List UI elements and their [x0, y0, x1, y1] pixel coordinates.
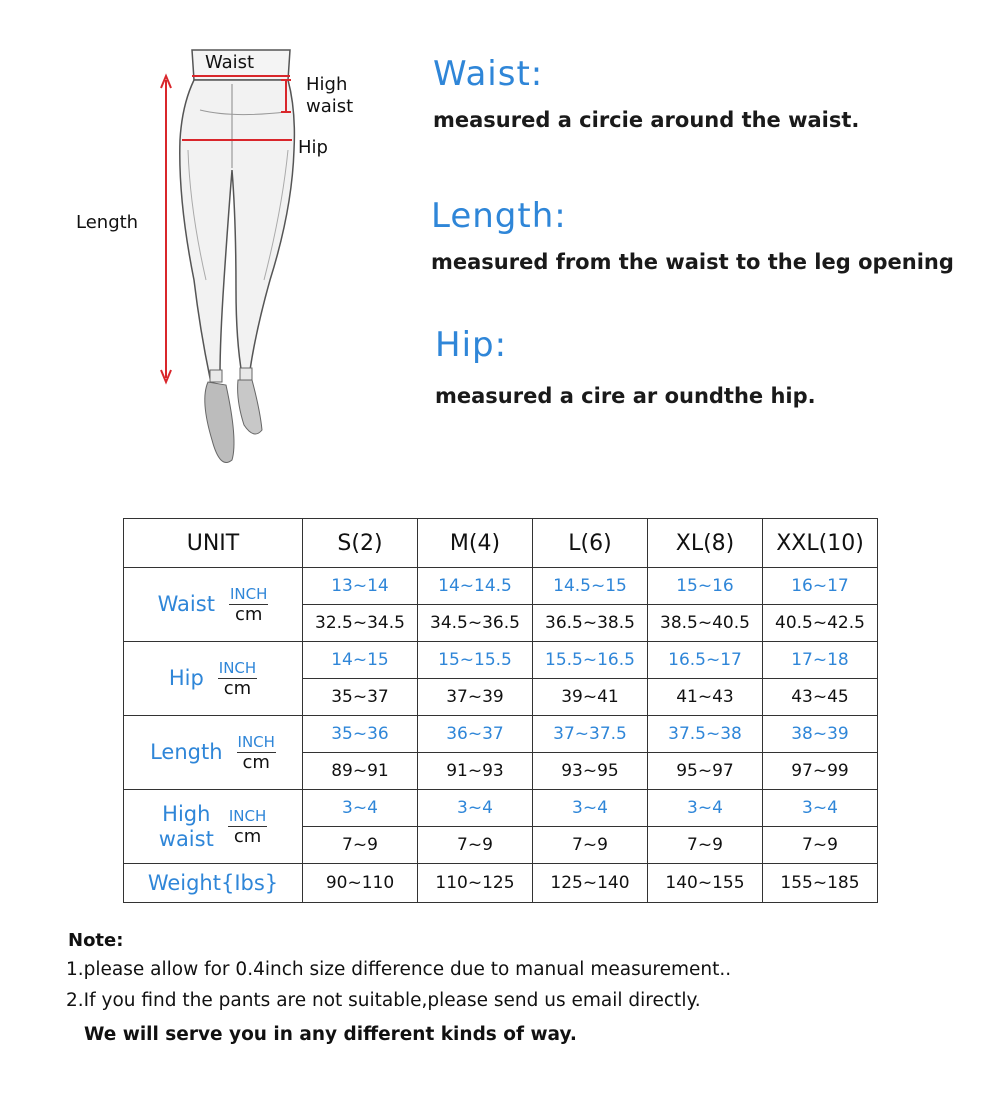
- hip-label: Hip: [298, 137, 328, 158]
- table-cell: 34.5~36.5: [418, 605, 533, 642]
- high-waist-label-line2: waist: [306, 96, 354, 117]
- row-name-high-waist-line2: waist: [158, 826, 214, 851]
- table-cell: 155~185: [763, 864, 878, 903]
- table-cell: 14.5~15: [533, 568, 648, 605]
- table-cell: 38.5~40.5: [648, 605, 763, 642]
- table-cell: 3~4: [533, 790, 648, 827]
- length-label: Length: [76, 212, 139, 233]
- unit-fraction: [237, 733, 276, 772]
- unit-cm-label: cm: [242, 752, 270, 773]
- table-cell: 36~37: [418, 716, 533, 753]
- table-cell: 13~14: [303, 568, 418, 605]
- unit-fraction: [218, 659, 257, 698]
- table-cell: 38~39: [763, 716, 878, 753]
- table-cell: 43~45: [763, 679, 878, 716]
- table-row-waist-inch: [124, 568, 878, 605]
- table-header-row: [124, 519, 878, 568]
- note-item-1: 1.please allow for 0.4inch size difference due to manual measurement..: [66, 959, 732, 980]
- table-row-hip-inch: [124, 642, 878, 679]
- table-cell: 17~18: [763, 642, 878, 679]
- table-cell: 37.5~38: [648, 716, 763, 753]
- table-cell: 97~99: [763, 753, 878, 790]
- table-cell: 39~41: [533, 679, 648, 716]
- size-chart-table: [123, 518, 878, 903]
- table-cell: 3~4: [648, 790, 763, 827]
- table-cell: 37~39: [418, 679, 533, 716]
- high-waist-label-line1: High: [306, 74, 348, 95]
- length-definition-title: Length:: [431, 196, 567, 236]
- table-cell: 95~97: [648, 753, 763, 790]
- table-cell: 7~9: [763, 827, 878, 864]
- table-cell: 37~37.5: [533, 716, 648, 753]
- table-cell: 41~43: [648, 679, 763, 716]
- size-header-l: L(6): [533, 519, 648, 568]
- row-name-weight: Weight{Ibs}: [124, 864, 303, 903]
- table-cell: 93~95: [533, 753, 648, 790]
- waist-definition-text: measured a circie around the waist.: [433, 108, 860, 132]
- note-item-2: 2.If you find the pants are not suitable,please send us email directly.: [66, 990, 701, 1011]
- hip-definition-title: Hip:: [435, 325, 508, 365]
- row-name-hip: Hip: [168, 666, 204, 690]
- table-cell: 16~17: [763, 568, 878, 605]
- row-name-high-waist-line1: High: [162, 801, 211, 826]
- size-header-xl: XL(8): [648, 519, 763, 568]
- table-cell: 3~4: [763, 790, 878, 827]
- table-cell: 14~14.5: [418, 568, 533, 605]
- table-cell: 90~110: [303, 864, 418, 903]
- table-cell: 35~37: [303, 679, 418, 716]
- table-cell: 14~15: [303, 642, 418, 679]
- table-cell: 15~15.5: [418, 642, 533, 679]
- hip-definition-text: measured a cire ar oundthe hip.: [435, 384, 816, 408]
- table-cell: 91~93: [418, 753, 533, 790]
- unit-fraction: [228, 807, 267, 846]
- table-cell: 40.5~42.5: [763, 605, 878, 642]
- unit-inch-label: INCH: [228, 807, 267, 825]
- leggings-figure: [60, 40, 380, 490]
- table-cell: 3~4: [303, 790, 418, 827]
- row-head-length: [124, 716, 303, 790]
- table-cell: 89~91: [303, 753, 418, 790]
- table-cell: 7~9: [533, 827, 648, 864]
- row-head-waist: [124, 568, 303, 642]
- table-cell: 16.5~17: [648, 642, 763, 679]
- waist-label: Waist: [205, 52, 255, 73]
- note-closing: We will serve you in any different kinds of way.: [84, 1024, 577, 1045]
- note-heading: Note:: [68, 930, 124, 951]
- row-name-length: Length: [150, 740, 223, 764]
- unit-cm-label: cm: [223, 678, 252, 699]
- table-cell: 35~36: [303, 716, 418, 753]
- size-header-xxl: XXL(10): [763, 519, 878, 568]
- high-waist-label: [306, 74, 353, 118]
- table-cell: 7~9: [303, 827, 418, 864]
- unit-fraction: [229, 585, 268, 624]
- table-cell: 15~16: [648, 568, 763, 605]
- waist-definition-title: Waist:: [433, 54, 544, 94]
- table-cell: 7~9: [648, 827, 763, 864]
- length-definition-text: measured from the waist to the leg opening: [431, 250, 954, 274]
- unit-cm-label: cm: [234, 604, 263, 625]
- row-head-hip: [124, 642, 303, 716]
- row-name-waist: Waist: [157, 592, 215, 616]
- table-cell: 32.5~34.5: [303, 605, 418, 642]
- row-head-high-waist: [124, 790, 303, 864]
- row-name-high-waist: [159, 802, 214, 852]
- table-cell: 110~125: [418, 864, 533, 903]
- table-row-high-waist-inch: [124, 790, 878, 827]
- table-row-weight: [124, 864, 878, 903]
- table-cell: 3~4: [418, 790, 533, 827]
- table-cell: 140~155: [648, 864, 763, 903]
- unit-inch-label: INCH: [218, 659, 257, 677]
- unit-inch-label: INCH: [229, 585, 268, 603]
- size-header-s: S(2): [303, 519, 418, 568]
- unit-header: UNIT: [124, 519, 303, 568]
- table-cell: 125~140: [533, 864, 648, 903]
- table-cell: 7~9: [418, 827, 533, 864]
- table-cell: 15.5~16.5: [533, 642, 648, 679]
- table-cell: 36.5~38.5: [533, 605, 648, 642]
- table-row-length-inch: [124, 716, 878, 753]
- unit-inch-label: INCH: [237, 733, 275, 751]
- size-header-m: M(4): [418, 519, 533, 568]
- unit-cm-label: cm: [233, 826, 262, 847]
